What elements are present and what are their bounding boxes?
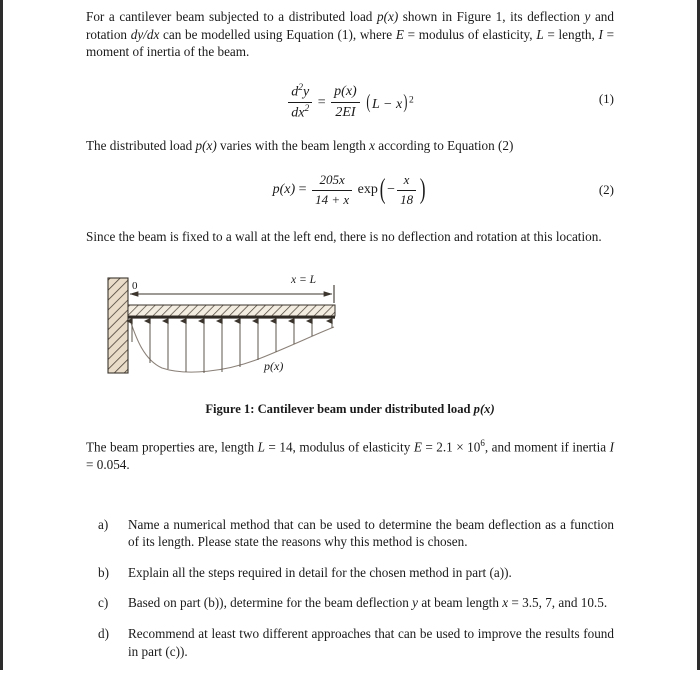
load-intro-text-1: The distributed load [86,137,196,153]
properties-text-3: = 2.1 × 10 [421,439,481,455]
equation-2-numerator: 205x [312,172,352,190]
question-marker-d: d) [98,625,109,641]
question-text-d: Recommend at least two different approaches that can be used to improve the results found in part (c)). [128,625,614,659]
page-left-edge [0,0,3,670]
equation-2-inner-fraction [397,172,416,208]
properties-e-var: E [413,439,422,455]
equation-2-fraction [312,172,352,208]
properties-text-5: = 0.054. [86,456,130,472]
question-item-c [98,594,614,612]
equation-1-lhs-numerator [288,83,312,103]
question-text-c-mid: at beam length [418,595,503,611]
equation-2-lhs: p(x) [272,182,296,198]
load-curve-label: p(x) [264,358,284,373]
intro-text-4: can be modelled using Equation (1), where [159,26,396,42]
properties-i-var: I [609,439,614,455]
eq1-paren-close: ) [403,90,408,113]
equation-2-paren-close: ) [419,174,426,206]
length-dimension-line [130,285,334,303]
eq1-dx-exp: 2 [304,103,310,114]
eq1-y: y [303,84,310,100]
question-item-b [98,564,614,582]
beam-figure [86,272,614,400]
load-distribution-curve [130,320,334,372]
figure-caption [86,402,614,417]
intro-i-var: I [598,26,603,42]
equation-1-rhs-numerator: p(x) [331,83,360,103]
question-item-d [98,625,614,660]
properties-text-1: The beam properties are, length [86,439,258,455]
load-intro-paragraph [86,137,614,155]
length-label: x = L [291,273,317,286]
question-text-c-pre: Based on part (b)), determine for the beam deflection [128,595,413,611]
eq1-tail-body: L − x [371,96,403,112]
beam-member [128,305,335,319]
intro-text-3: and rotation [86,9,614,42]
properties-text-2: = 14, modulus of elasticity [264,439,414,455]
intro-text-2: shown in Figure 1, its deflection [398,9,585,24]
figure-caption-var: p(x) [473,401,495,416]
equation-1-equals: = [317,94,326,110]
document-content [86,8,614,673]
intro-px-1: p(x) [376,9,399,24]
equation-1-rhs-fraction [331,83,360,121]
question-marker-c: c) [98,595,109,611]
question-marker-a: a) [98,516,109,532]
wall-support [108,278,128,373]
equation-2-denominator: 14 + x [315,191,350,207]
equation-2-row [86,168,614,214]
load-arrows [132,321,332,373]
intro-text-7: = moment of inertia of the beam. [86,26,615,60]
equation-1-tail [365,91,414,114]
equation-2-equals: = [298,182,307,198]
equation-2-number: (2) [598,182,614,198]
equation-2-inner-minus: − [387,182,396,198]
eq1-paren-open: ( [366,90,371,113]
equation-1-number: (1) [598,90,614,106]
origin-label: 0 [132,279,138,292]
intro-text-5: = modulus of elasticity, [403,26,537,42]
equation-2-inner-numerator: x [397,172,416,190]
eq1-d-exp: 2 [298,82,304,93]
intro-text-6: = length, [543,26,599,42]
question-item-a [98,516,614,551]
properties-paragraph [86,435,614,474]
intro-paragraph [86,8,614,61]
beam-diagram-svg [86,272,614,400]
question-c-y-var: y [412,595,419,611]
load-intro-px: p(x) [195,137,217,153]
equation-1-body [86,77,614,122]
question-c-x-var: x [502,595,509,611]
figure-caption-prefix: Figure 1: Cantilever beam under distributed load [205,401,474,416]
question-marker-b: b) [98,564,109,580]
intro-text-1: For a cantilever beam subjected to a distributed load [86,9,377,24]
load-intro-x-var: x [369,137,375,153]
question-text-b: Explain all the steps required in detail for the chosen method in part (a)). [128,564,512,580]
intro-y-var: y [584,9,591,24]
question-text-a: Name a numerical method that can be used to determine the beam deflection as a function of its length. Please state the reasons why this method is chosen. [128,516,614,550]
equation-1-rhs-denominator: 2EI [335,104,356,120]
fixed-end-paragraph: Since the beam is fixed to a wall at the left end, there is no deflection and rotation at this location. [86,229,602,245]
question-text-c-post: = 3.5, 7, and 10.5. [508,595,608,611]
properties-text-4: , and moment if inertia [484,439,610,455]
intro-dydx: dy/dx [130,26,160,42]
intro-e-var: E [395,26,404,42]
question-list [98,516,614,661]
properties-exponent: 6 [480,437,485,448]
equation-2-paren-open: ( [379,174,386,206]
intro-l-var: L [536,26,544,42]
eq1-d: d [291,84,299,100]
load-intro-text-3: according to Equation (2) [374,137,514,153]
properties-l-var: L [257,439,265,455]
equation-2-inner-denominator: 18 [400,191,414,207]
equation-2-body [86,168,614,208]
equation-1-row [86,77,614,121]
equation-1-lhs-denominator [288,103,312,122]
eq1-dx: dx [291,105,305,121]
eq1-tail-exp: 2 [408,95,414,106]
equation-2-exp-label: exp [357,182,378,198]
equation-1-lhs-fraction [288,83,312,122]
load-intro-text-2: varies with the beam length [216,137,370,153]
